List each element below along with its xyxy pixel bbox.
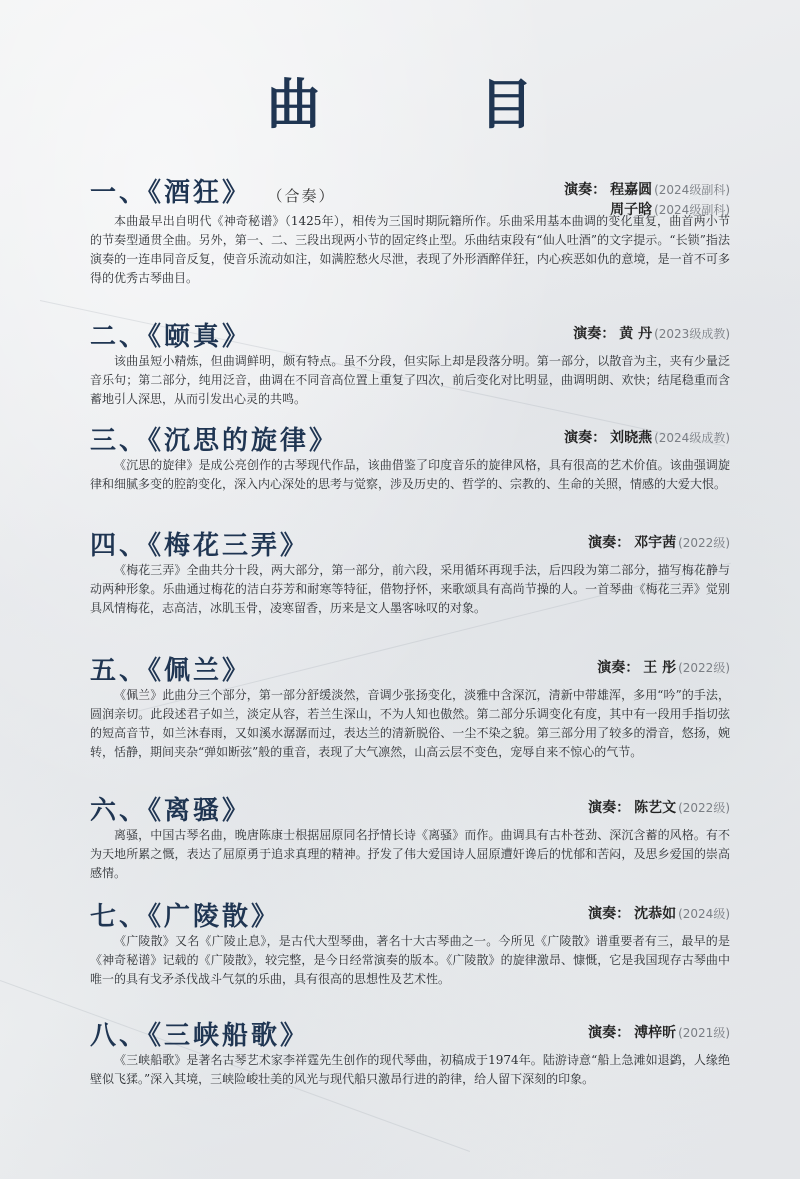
program-item-header xyxy=(90,172,730,218)
program-item-header xyxy=(90,420,730,456)
performer-class: (2022级) xyxy=(678,801,730,815)
performer-label: 演奏： xyxy=(588,800,631,816)
performers xyxy=(573,324,730,344)
performer-label: 演奏： xyxy=(597,660,640,676)
performers xyxy=(588,904,730,924)
piece-description: 离骚，中国古琴名曲，晚唐陈康士根据屈原同名抒情长诗《离骚》而作。曲调具有古朴苍劲、深沉含蓄的风格。有不为天地所累之慨，表达了屈原勇于追求真理的精神。抒发了伟大爱国诗人屈原遭奸谗后的忧郁和苦闷，及思乡爱国的崇高感情。 xyxy=(90,828,730,880)
program-item xyxy=(90,650,730,762)
program-item xyxy=(90,172,730,288)
piece-description: 《广陵散》又名《广陵止息》，是古代大型琴曲，著名十大古琴曲之一。今所见《广陵散》谱重要者有三，最早的是《神奇秘谱》记载的《广陵散》，较完整，是今日经常演奏的版本。《广陵散》的旋律激昂、慷慨，它是我国现存古琴曲中唯一的具有戈矛杀伐战斗气氛的乐曲，具有很高的思想性及艺术性。 xyxy=(90,934,730,986)
performer-label: 演奏： xyxy=(573,326,616,342)
performer-name: 沈恭如 xyxy=(634,906,677,922)
performer-name: 邓宇茜 xyxy=(634,535,677,551)
performer-row xyxy=(588,1023,730,1043)
performer-class: (2024级副科) xyxy=(654,203,730,217)
performer-label: 演奏： xyxy=(564,182,607,198)
program-item xyxy=(90,896,730,989)
performer-row xyxy=(573,324,730,344)
performer-name: 周子晗 xyxy=(610,202,653,218)
program-item-header xyxy=(90,316,730,352)
piece-title: 四、《梅花三弄》 xyxy=(90,531,310,561)
performer-class: (2024级) xyxy=(678,907,730,921)
piece-title: 二、《颐真》 xyxy=(90,322,252,352)
piece-title: 三、《沉思的旋律》 xyxy=(90,426,339,456)
piece-description: 《佩兰》此曲分三个部分，第一部分舒缓淡然，音调少张扬变化，淡雅中含深沉，清新中带雄浑，多用“吟”的手法，圆润亲切。此段述君子如兰，淡定从容，若兰生深山，不为人知也傲然。第二部分乐调变化有度，其中有一段用手指切弦的短高音节，如兰沐春雨，又如溪水潺潺而过，表达兰的清新脱俗、一尘不染之貌。第三部分用了较多的滑音，悠扬，婉转，恬静，期间夹杂“弹如断弦”般的重音，表现了大气凛然，山高云层不变色，宠辱自来不惊心的气节。 xyxy=(90,688,730,759)
performers xyxy=(597,658,730,678)
program-item xyxy=(90,1015,730,1089)
performer-label: 演奏： xyxy=(588,906,631,922)
performer-row xyxy=(588,904,730,924)
performer-class: (2021级) xyxy=(678,1026,730,1040)
piece-title: 一、《酒狂》 （合奏） xyxy=(90,178,336,208)
performer-name: 刘晓燕 xyxy=(610,430,653,446)
performer-row xyxy=(588,533,730,553)
piece-description: 该曲虽短小精炼，但曲调鲜明，颇有特点。虽不分段，但实际上却是段落分明。第一部分，以散音为主，夹有少量泛音乐句；第二部分，纯用泛音，曲调在不同音高位置上重复了四次，前后变化对比明显，曲调明朗、欢快；结尾稳重而含蓄地引人深思，从而引发出心灵的共鸣。 xyxy=(90,354,730,406)
program-item xyxy=(90,790,730,883)
performer-name: 王 彤 xyxy=(643,660,677,676)
performers xyxy=(564,428,730,448)
program-item xyxy=(90,525,730,618)
performer-name: 黄 丹 xyxy=(619,326,653,342)
performer-label: 演奏： xyxy=(588,1025,631,1041)
performers xyxy=(588,798,730,818)
page-title: 曲 目 xyxy=(266,72,604,136)
performer-name: 程嘉圆 xyxy=(610,182,653,198)
piece-description: 本曲最早出自明代《神奇秘谱》（1425年），相传为三国时期阮籍所作。乐曲采用基本曲调的变化重复，曲首两小节的节奏型通贯全曲。另外，第一、二、三段出现两小节的固定终止型。乐曲结束段有“仙人吐酒”的文字提示。“长锁”指法演奏的一连串同音反复，使音乐流动如注，如满腔愁火尽泄，表现了外形酒醉佯狂，内心疾恶如仇的意境，是一首不可多得的优秀古琴曲目。 xyxy=(90,214,730,285)
performer-name: 溥梓昕 xyxy=(634,1025,677,1041)
program-item-header xyxy=(90,525,730,561)
performer-class: (2024级副科) xyxy=(654,183,730,197)
program-item-header xyxy=(90,790,730,826)
program-item-header xyxy=(90,650,730,686)
piece-subtitle: （合奏） xyxy=(275,187,336,205)
piece-title: 七、《广陵散》 xyxy=(90,902,281,932)
program-item-header xyxy=(90,1015,730,1051)
performers xyxy=(588,1023,730,1043)
performer-name: 陈艺文 xyxy=(634,800,677,816)
performers xyxy=(588,533,730,553)
performer-label: 演奏： xyxy=(564,430,607,446)
performer-class: (2024级成教) xyxy=(654,431,730,445)
performer-row xyxy=(564,180,730,200)
program-item xyxy=(90,316,730,409)
program-item xyxy=(90,420,730,494)
performer-row xyxy=(564,428,730,448)
performer-row xyxy=(564,200,730,220)
performers xyxy=(564,180,730,220)
performer-label: 演奏： xyxy=(588,535,631,551)
piece-title: 六、《离骚》 xyxy=(90,796,252,826)
performer-class: (2022级) xyxy=(678,661,730,675)
piece-description: 《三峡船歌》是著名古琴艺术家李祥霆先生创作的现代琴曲，初稿成于1974年。陆游诗意“船上急滩如退鹢，人缘绝壁似飞猱。”深入其境，三峡险峻壮美的风光与现代船只激昂行进的韵律，给人留下深刻的印象。 xyxy=(90,1053,730,1086)
piece-title: 五、《佩兰》 xyxy=(90,656,252,686)
performer-row xyxy=(597,658,730,678)
piece-title: 八、《三峡船歌》 xyxy=(90,1021,310,1051)
piece-description: 《梅花三弄》全曲共分十段，两大部分，第一部分，前六段，采用循环再现手法，后四段为第二部分，描写梅花静与动两种形象。乐曲通过梅花的洁白芬芳和耐寒等特征，借物抒怀，来歌颂具有高尚节操的人。一首琴曲《梅花三弄》觉别具风情梅花，志高洁，冰肌玉骨，凌寒留香，历来是文人墨客咏叹的对象。 xyxy=(90,563,730,615)
performer-row xyxy=(588,798,730,818)
piece-description: 《沉思的旋律》是成公亮创作的古琴现代作品，该曲借鉴了印度音乐的旋律风格，具有很高的艺术价值。该曲强调旋律和细腻多变的腔韵变化，深入内心深处的思考与觉察，涉及历史的、哲学的、宗教的、生命的关照，情感的大爱大恨。 xyxy=(90,458,730,491)
performer-class: (2022级) xyxy=(678,536,730,550)
program-item-header xyxy=(90,896,730,932)
performer-class: (2023级成教) xyxy=(654,327,730,341)
